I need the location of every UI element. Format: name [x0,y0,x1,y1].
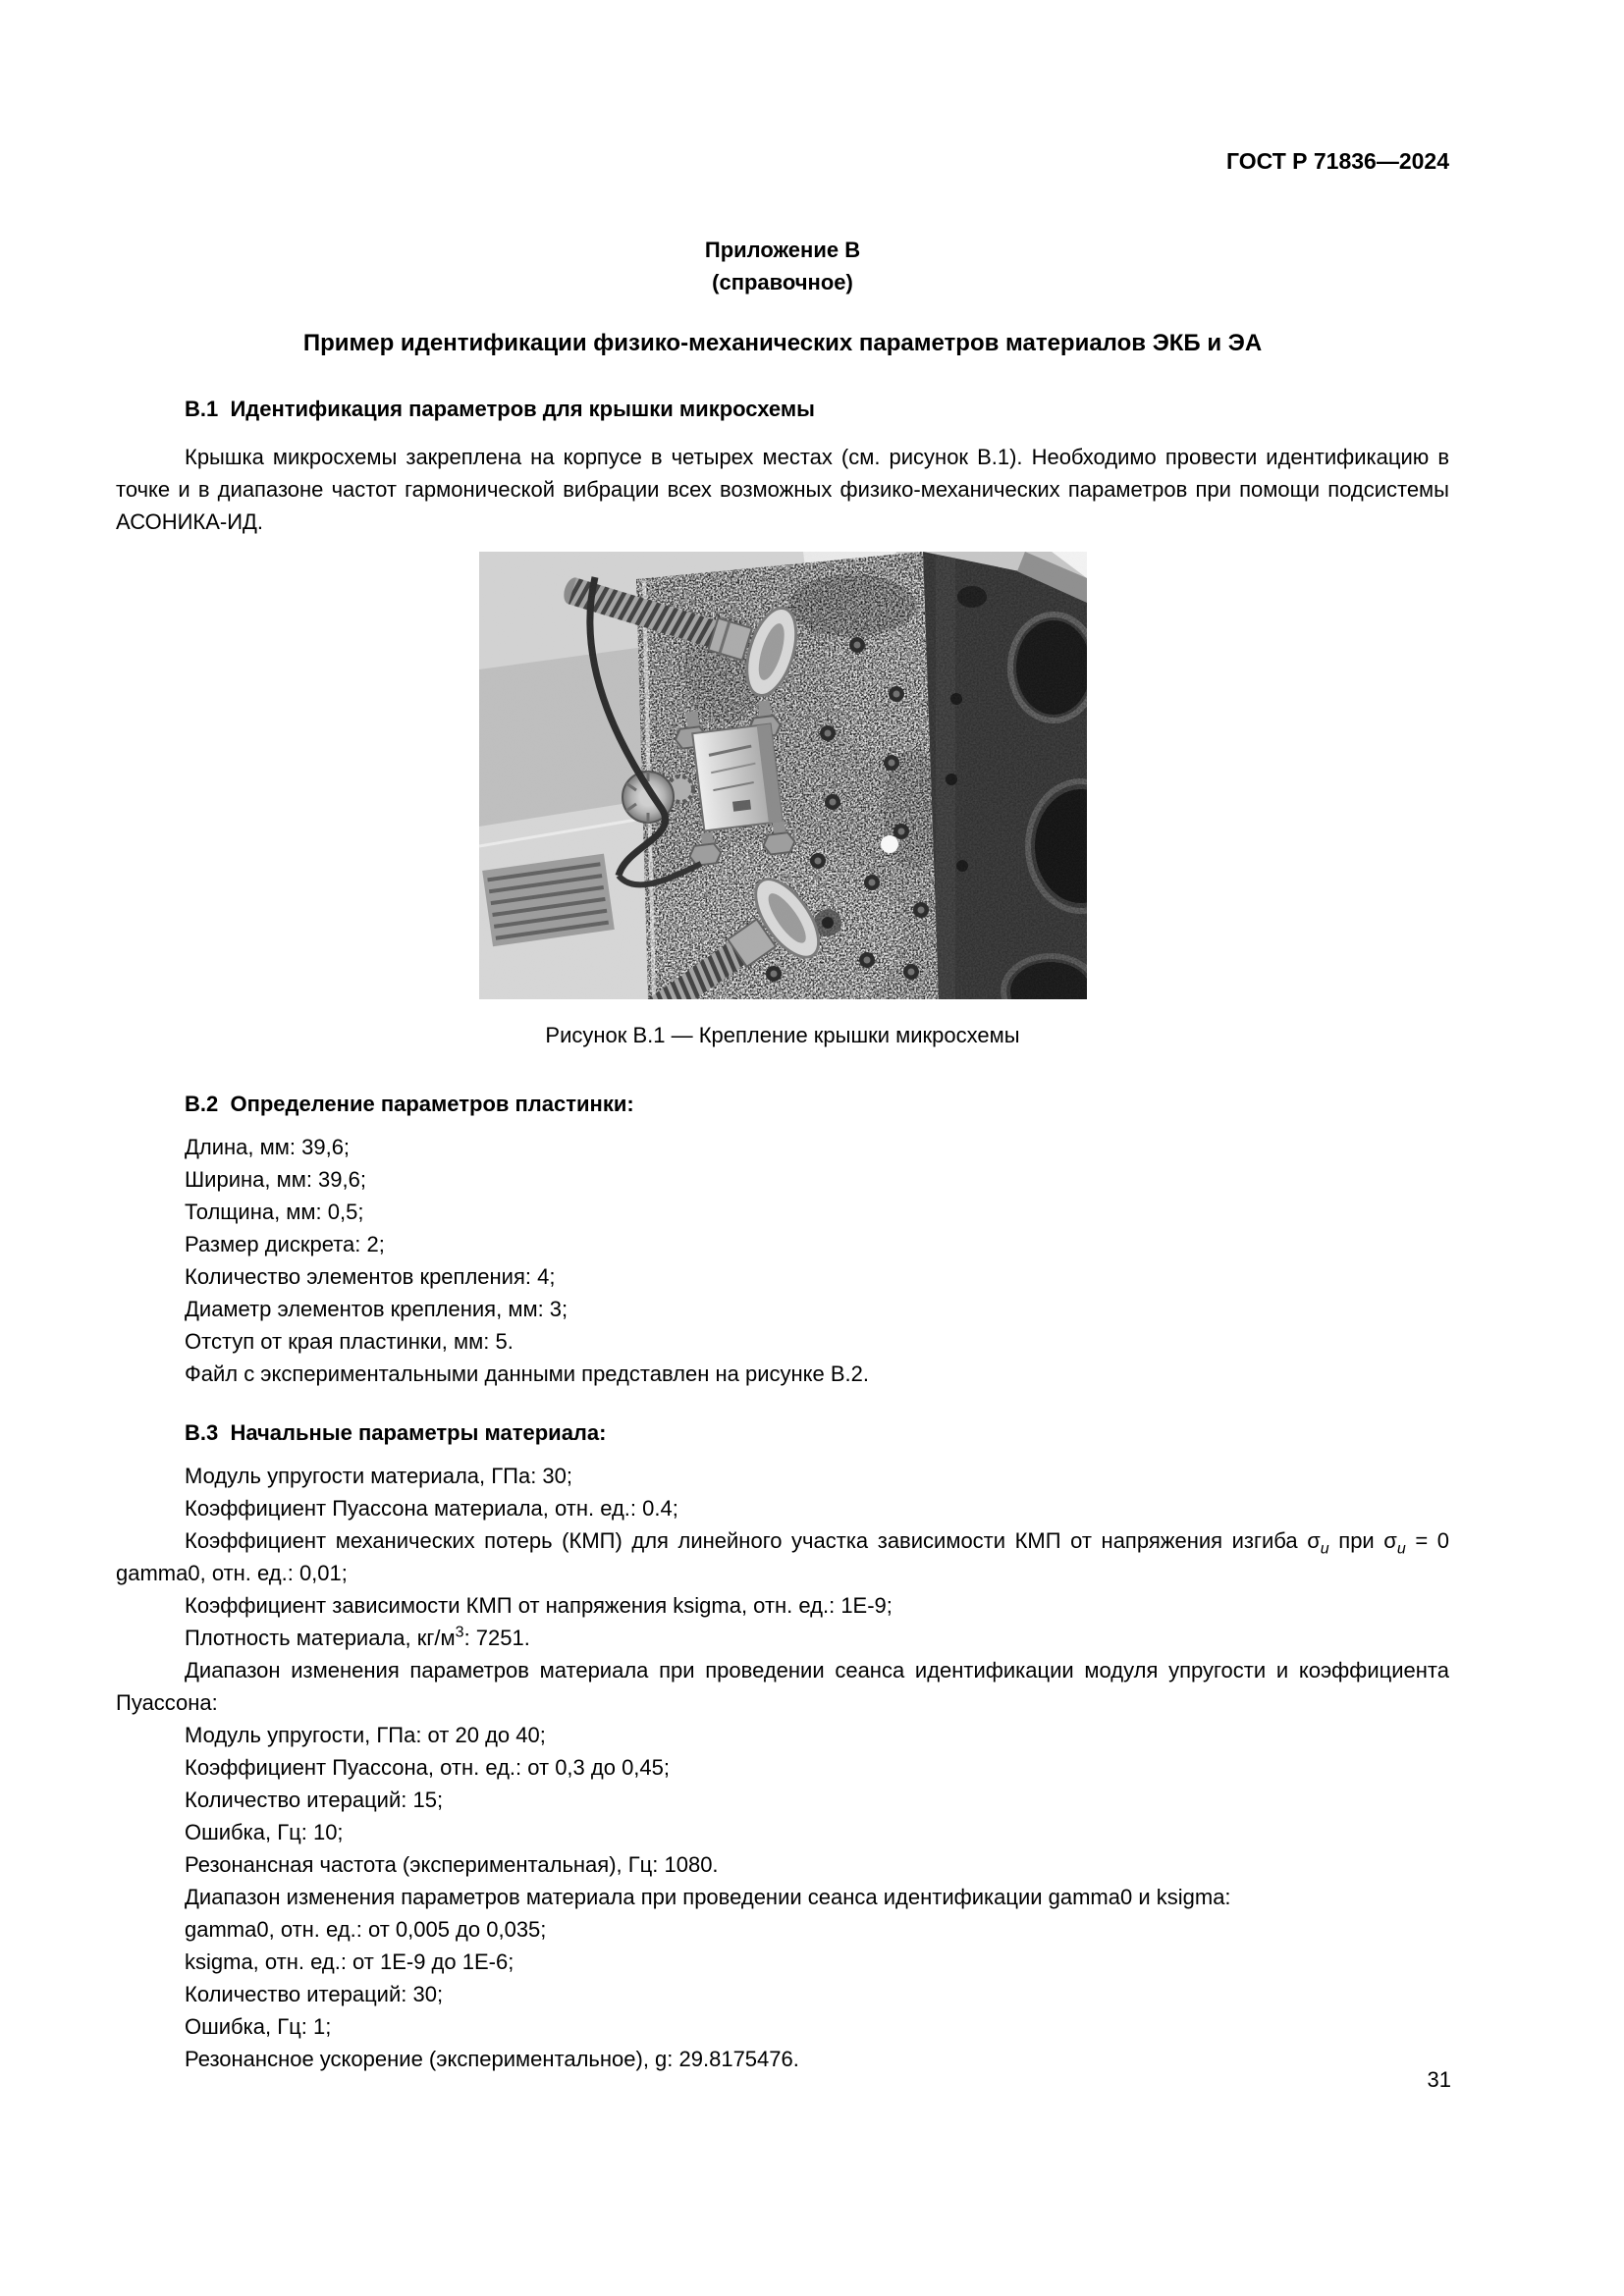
figure-b1 [116,552,1449,999]
b3-range1-resonance: Резонансная частота (экспериментальная), Гц: 1080. [185,1852,719,1877]
kmp-text-1: Коэффициент механических потерь (КМП) для линейного участка зависимости КМП от напряжения изгиба σ [185,1528,1321,1553]
section-b3-body [116,1460,1449,2075]
sigma-subscript: u [1396,1540,1406,1558]
b3-poisson: Коэффициент Пуассона материала, отн. ед.: 0.4; [185,1496,678,1521]
b3-range2-error: Ошибка, Гц: 1; [185,2014,332,2039]
b3-range2-iterations: Количество итераций: 30; [185,1982,444,2006]
section-b3-heading: В.3 Начальные параметры материала: [185,1420,607,1445]
page-title: Пример идентификации физико-механических параметров материалов ЭКБ и ЭА [302,330,1263,356]
section-b1-heading: В.1 Идентификация параметров для крышки микросхемы [185,397,815,421]
b3-range1-modulus: Модуль упругости, ГПа: от 20 до 40; [185,1723,546,1747]
b3-range1-poisson: Коэффициент Пуассона, отн. ед.: от 0,3 до 0,45; [185,1755,671,1780]
density-text-1: Плотность материала, кг/м [185,1626,456,1650]
page-number: 31 [1427,2067,1451,2092]
page-content [116,0,1449,2075]
b3-range2-gamma0: gamma0, отн. ед.: от 0,005 до 0,035; [185,1917,547,1942]
b3-range2-ksigma: ksigma, отн. ед.: от 1Е-9 до 1Е-6; [185,1949,514,1974]
b2-item-fastener-count: Количество элементов крепления: 4; [185,1264,556,1289]
appendix-label: Приложение В [704,238,861,262]
b3-modulus: Модуль упругости материала, ГПа: 30; [185,1464,573,1488]
b3-ksigma: Коэффициент зависимости КМП от напряжения ksigma, отн. ед.: 1Е-9; [185,1593,893,1618]
kmp-text-2: при σ [1328,1528,1397,1553]
b3-range2-intro: Диапазон изменения параметров материала при проведении сеанса идентификации gamma0 и ksigma: [185,1885,1231,1909]
figure-caption: Рисунок В.1 — Крепление крышки микросхемы [545,1023,1020,1047]
section-b2-heading: В.2 Определение параметров пластинки: [185,1092,634,1116]
b2-item-edge-offset: Отступ от края пластинки, мм: 5. [185,1329,514,1354]
b2-item-fastener-diameter: Диаметр элементов крепления, мм: 3; [185,1297,568,1321]
b3-range1-error: Ошибка, Гц: 10; [185,1820,344,1844]
b2-item-length: Длина, мм: 39,6; [185,1135,351,1159]
density-text-2: : 7251. [463,1626,530,1650]
sigma-subscript: u [1320,1540,1329,1558]
b3-kmp-line [116,1524,1449,1589]
section-b2-list [116,1131,1449,1390]
appendix-note: (справочное) [712,270,853,294]
figure-photo [479,552,1087,999]
b3-range2-acceleration: Резонансное ускорение (экспериментальное), g: 29.8175476. [185,2047,799,2071]
b3-density [185,1622,1449,1654]
b3-range1-intro: Диапазон изменения параметров материала при проведении сеанса идентификации модуля упругости и коэффициента Пуассона: [116,1658,1449,1715]
b2-item-width: Ширина, мм: 39,6; [185,1167,366,1192]
density-superscript: 3 [455,1624,464,1641]
b2-item-file-note: Файл с экспериментальными данными представлен на рисунке В.2. [185,1362,869,1386]
section-b1-paragraph: Крышка микросхемы закреплена на корпусе в четырех местах (см. рисунок В.1). Необходимо провести идентификацию в точке и в диапазоне частот гармонической вибрации всех возможных физико-механических параметров при помощи подсистемы АСОНИКА-ИД. [116,445,1449,534]
kmp-text-3: = 0 gamma0, отн. ед.: 0,01; [116,1528,1450,1585]
doc-number-header: ГОСТ Р 71836—2024 [1226,148,1449,174]
b2-item-discrete: Размер дискрета: 2; [185,1232,385,1256]
b2-item-thickness: Толщина, мм: 0,5; [185,1200,364,1224]
b3-range1-iterations: Количество итераций: 15; [185,1788,444,1812]
